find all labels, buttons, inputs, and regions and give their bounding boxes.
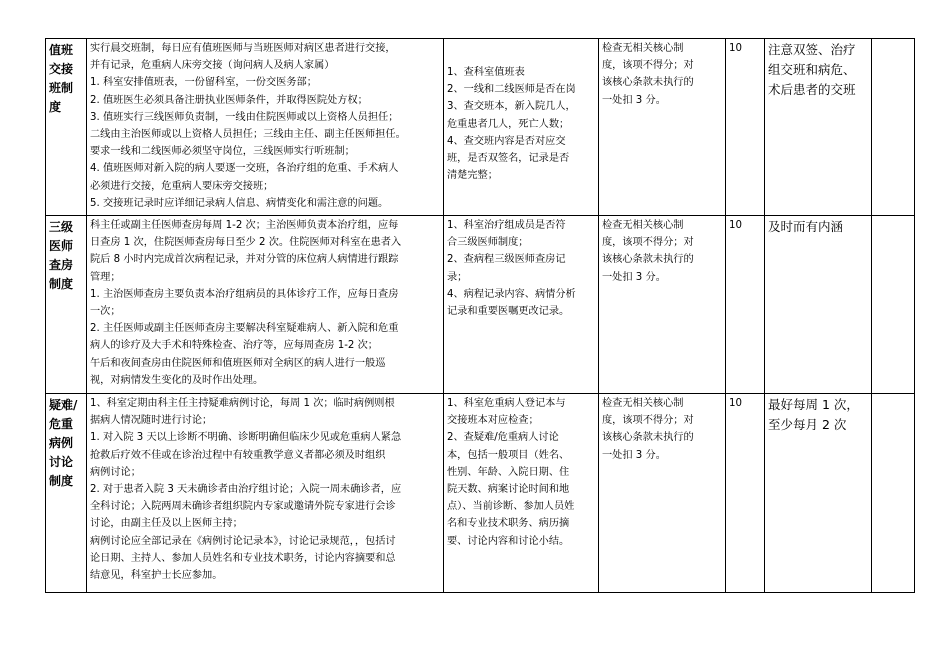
check-method-cell [444,394,599,593]
scoring-cell [599,216,726,394]
content-line: 2. 值班医生必须具备注册执业医师条件，并取得医院处方权； [90,94,368,106]
scoring-line: 度，该项不得分；对 [602,60,694,72]
scoring-line: 度，该项不得分；对 [602,415,694,427]
check-line: 2、查病程三级医师查房记 [447,254,566,266]
check-line: 班，是否双签名，记录是否 [447,153,570,165]
scoring-cell [599,394,726,593]
remark-line: 及时而有内涵 [768,219,844,234]
requirement-content-cell [87,394,444,593]
check-line: 院天数、病案讨论时间和地 [447,484,570,496]
scoring-line: 检查无相关核心制 [602,43,684,54]
check-line: 2、查疑难/危重病人讨论 [447,432,559,444]
scoring-line: 度，该项不得分；对 [602,237,694,249]
scoring-line: 一处扣 3 分。 [602,271,666,283]
remark-line: 注意双签、治疗 [768,42,856,57]
check-line: 录； [447,271,468,283]
content-line: 实行晨交班制，每日应有值班医师与当班医师对病区患者进行交接， [90,43,396,54]
content-line: 病例讨论应全部记录在《病例讨论记录本》，讨论记录规范，，包括讨 [90,535,396,547]
row-title-cell: 疑难/危重病例讨论制度 [46,394,87,593]
content-line: 1. 主治医师查房主要负责本治疗组病员的具体诊疗工作，应每日查房 [90,288,399,300]
check-method-cell [444,216,599,394]
row-title-cell: 三级医师查房制度 [46,216,87,394]
remark-cell [765,216,872,394]
remark-cell [765,394,872,593]
scoring-cell [599,39,726,216]
content-line: 院后 8 小时内完成首次病程记录，并对分管的床位病人病情进行跟踪 [90,254,399,266]
check-line: 危重患者几人，死亡人数； [447,118,570,130]
check-line: 要、讨论内容和讨论小结。 [447,535,570,547]
remark-line: 至少每月 2 次 [768,417,847,432]
content-line: 必须进行交接，危重病人要床旁交接班； [90,180,274,192]
content-line: 1、科室定期由科主任主持疑难病例讨论，每周 1 次；临时病例则根 [90,398,395,409]
scoring-line: 检查无相关核心制 [602,398,684,409]
remark-line: 最好每周 1 次， [768,397,859,412]
content-line: 视，对病情发生变化的及时作出处理。 [90,374,264,386]
content-line: 5. 交接班记录时应详细记录病人信息、病情变化和需注意的问题。 [90,197,389,209]
core-system-table [45,38,915,593]
check-line: 合三级医师制度； [447,237,529,249]
content-line: 一次； [90,306,121,318]
requirement-content-cell [87,216,444,394]
empty-cell [872,39,915,216]
content-line: 并有记录，危重病人床旁交接（询问病人及病人家属） [90,60,335,72]
table-row [46,216,915,394]
points-cell: 10 [726,39,765,216]
content-line: 日查房 1 次，住院医师查房每日至少 2 次。住院医师对科室在患者入 [90,237,402,249]
content-line: 午后和夜间查房由住院医师和值班医师对全病区的病人进行一般巡 [90,357,386,369]
table-row [46,394,915,593]
content-line: 1. 科室安排值班表，一份留科室，一份交医务部； [90,77,317,89]
points-cell: 10 [726,394,765,593]
remark-line: 组交班和病危、 [768,62,856,77]
scoring-line: 一处扣 3 分。 [602,94,666,106]
check-line: 交接班本对应检查； [447,415,539,427]
content-line: 3. 值班实行三线医师负责制，一线由住院医师或以上资格人员担任； [90,111,399,123]
check-line: 点）、当前诊断、参加人员姓 [447,501,575,513]
check-line: 1、科室危重病人登记本与 [447,398,566,409]
content-line: 科主任或副主任医师查房每周 1-2 次；主治医师负责本治疗组，应每 [90,220,399,231]
points-cell: 10 [726,216,765,394]
content-line: 病人的诊疗及大手术和特殊检查、治疗等，应每周查房 1-2 次； [90,340,378,352]
content-line: 据病人情况随时进行讨论； [90,415,213,427]
content-line: 2. 主任医师或副主任医师查房主要解决科室疑难病人、新入院和危重 [90,323,399,335]
check-line: 1、查科室值班表 [447,67,525,78]
content-line: 4. 值班医师对新入院的病人要逐一交班，各治疗组的危重、手术病人 [90,163,399,175]
check-line: 本，包括一般项目（姓名、 [447,449,570,461]
check-line: 清楚完整； [447,170,498,182]
table-row [46,39,915,216]
requirement-content-cell [87,39,444,216]
content-line: 结意见，科室护士长应参加。 [90,570,223,582]
check-line: 名和专业技术职务、病历摘 [447,518,570,530]
content-line: 管理； [90,271,121,283]
remark-cell [765,39,872,216]
scoring-line: 一处扣 3 分。 [602,449,666,461]
check-line: 2、一线和二线医师是否在岗 [447,84,576,96]
empty-cell [872,216,915,394]
scoring-line: 检查无相关核心制 [602,220,684,231]
check-line: 性别、年龄、入院日期、住 [447,466,570,478]
content-line: 全科讨论；入院两周未确诊者组织院内专家或邀请外院专家进行会诊 [90,501,396,513]
content-line: 二线由主治医师或以上资格人员担任；三线由主任、副主任医师担任。 [90,129,406,141]
scoring-line: 该核心条款未执行的 [602,432,694,444]
content-line: 病例讨论； [90,466,141,478]
scoring-line: 该核心条款未执行的 [602,254,694,266]
check-line: 4、查交班内容是否对应交 [447,135,566,147]
content-line: 2. 对于患者入院 3 天未确诊者由治疗组讨论；入院一周未确诊者，应 [90,484,402,496]
content-line: 论日期、主持人、参加人员姓名和专业技术职务，讨论内容摘要和总 [90,552,396,564]
empty-cell [872,394,915,593]
check-line: 4、病程记录内容、病情分析 [447,288,576,300]
remark-line: 术后患者的交班 [768,82,856,97]
content-line: 抢救后疗效不佳或在诊治过程中有较重教学意义者都必须及时组织 [90,449,386,461]
content-line: 要求一线和二线医师必须坚守岗位，三线医师实行听班制； [90,146,355,158]
content-line: 讨论，由副主任及以上医师主持； [90,518,243,530]
scoring-line: 该核心条款未执行的 [602,77,694,89]
content-line: 1. 对入院 3 天以上诊断不明确、诊断明确但临床少见或危重病人紧急 [90,432,402,444]
check-line: 3、查交班本，新入院几人， [447,101,576,113]
check-line: 记录和重要医嘱更改记录。 [447,306,570,318]
check-method-cell [444,39,599,216]
row-title-cell: 值班交接班制度 [46,39,87,216]
check-line: 1、科室治疗组成员是否符 [447,220,566,231]
